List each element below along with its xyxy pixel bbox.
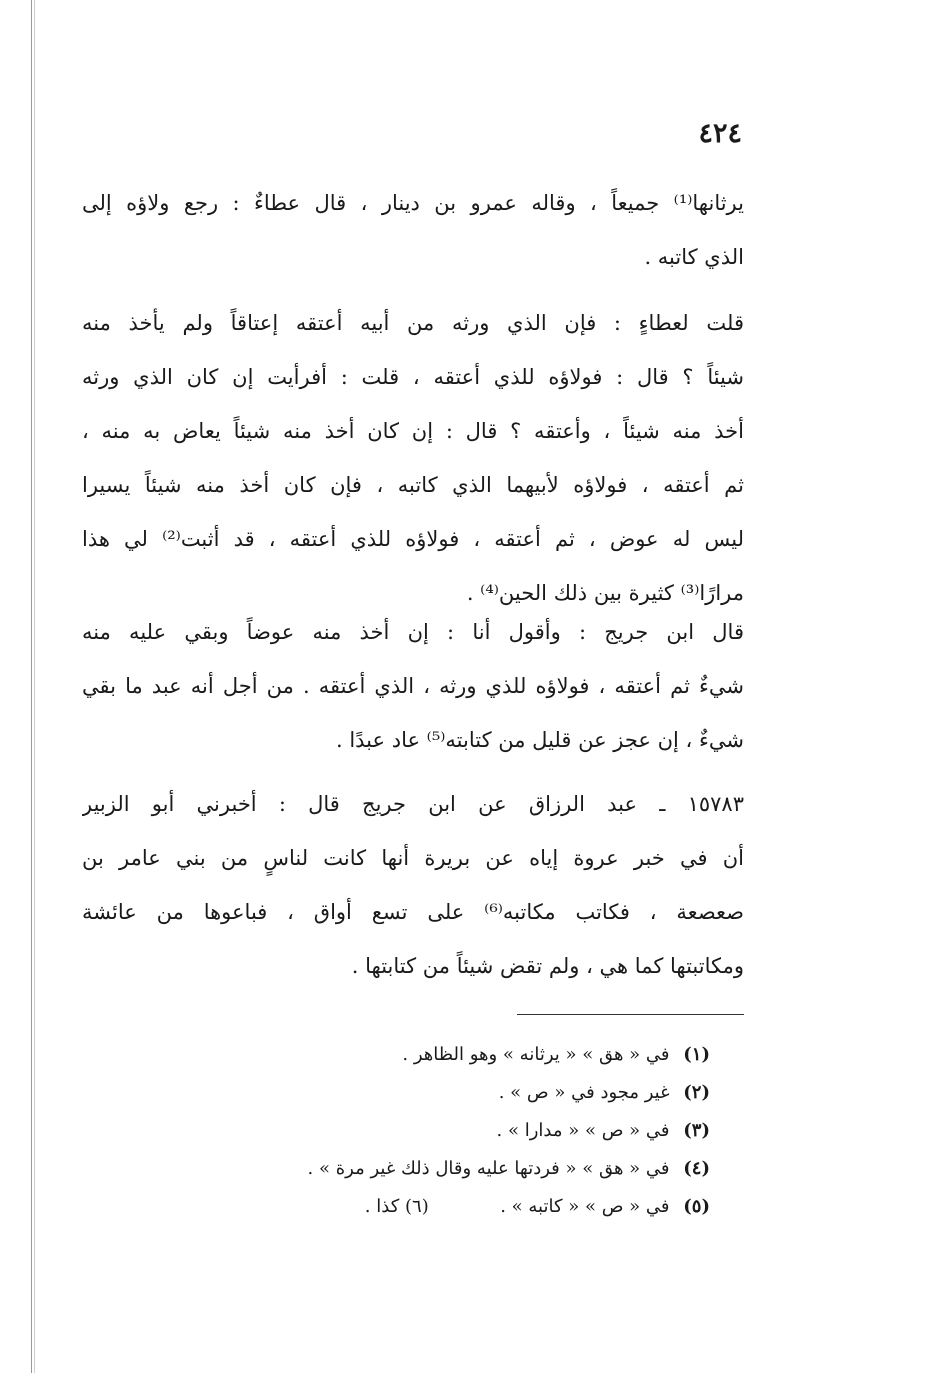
- text-line: ومكاتبتها كما هي ، ولم تقض شيئاً من كتابتها .: [351, 954, 744, 978]
- footnote-text: في « هق » « فردتها عليه وقال ذلك غير مرة » .: [307, 1158, 670, 1179]
- footnote-number: (٣): [683, 1120, 710, 1141]
- text-line: ليس له عوض ، ثم أعتقه ، فولاؤه للذي أعتقه ، قد أثبت⁽²⁾ لي هذا: [82, 527, 744, 551]
- scan-edge-line-faint: [34, 0, 35, 1373]
- text-line: أن في خبر عروة إياه عن بريرة أنها كانت لناسٍ من بني عامر بن: [82, 846, 744, 870]
- text-line: قلت لعطاءٍ : فإن الذي ورثه من أبيه أعتقه إعتاقاً ولم يأخذ منه: [82, 311, 744, 335]
- paragraph-1: [82, 176, 744, 284]
- text-line: قال ابن جريج : وأقول أنا : إن أخذ منه عوضاً وبقي عليه منه: [82, 620, 744, 644]
- text-line: الذي كاتبه .: [644, 245, 744, 269]
- footnote-6-text: (٦) كذا .: [364, 1196, 429, 1217]
- footnote-separator: [517, 1014, 744, 1015]
- footnote-1: [300, 1036, 710, 1074]
- text-line: شيئاً ؟ قال : فولاؤه للذي أعتقه ، قلت : أفرأيت إن كان الذي ورثه: [82, 365, 744, 389]
- footnotes: [300, 1036, 710, 1226]
- footnote-2: [300, 1074, 710, 1112]
- text-line: ثم أعتقه ، فولاؤه لأبيهما الذي كاتبه ، فإن كان أخذ منه شيئاً يسيرا: [82, 473, 744, 497]
- footnote-number: (١): [683, 1044, 710, 1065]
- footnote-number: (٢): [683, 1082, 710, 1103]
- text-line: ١٥٧٨٣ ـ عبد الرزاق عن ابن جريج قال : أخبرني أبو الزبير: [82, 792, 744, 816]
- footnote-4: [300, 1150, 710, 1188]
- text-line: مرارًا⁽³⁾ كثيرة بين ذلك الحين⁽⁴⁾ .: [466, 581, 744, 605]
- text-line: شيءٌ ثم أعتقه ، فولاؤه للذي ورثه ، الذي أعتقه . من أجل أنه عبد ما بقي: [82, 674, 744, 698]
- text-line: أخذ منه شيئاً ، وأعتقه ؟ قال : إن كان أخذ منه شيئاً يعاض به منه ،: [82, 419, 744, 443]
- text-line: يرثانها⁽¹⁾ جميعاً ، وقاله عمرو بن دينار ، قال عطاءٌ : رجع ولاؤه إلى: [82, 191, 744, 215]
- paragraph-4-hadith-15783: [82, 777, 744, 993]
- footnote-text: في « ص » « كاتبه » .: [500, 1196, 670, 1217]
- paragraph-2: [82, 296, 744, 620]
- page-number: ٤٢٤: [698, 118, 742, 149]
- scan-edge-line: [31, 0, 32, 1373]
- footnote-text: في « هق » « يرثانه » وهو الظاهر .: [402, 1044, 670, 1065]
- footnote-text: في « ص » « مدارا » .: [496, 1120, 670, 1141]
- footnote-5: [300, 1188, 710, 1226]
- footnote-3: [300, 1112, 710, 1150]
- footnote-number: (٤): [683, 1158, 710, 1179]
- footnote-number: (٥): [683, 1196, 710, 1217]
- text-line: شيءٌ ، إن عجز عن قليل من كتابته⁽⁵⁾ عاد عبدًا .: [335, 728, 744, 752]
- footnote-text: غير مجود في « ص » .: [498, 1082, 670, 1103]
- text-line: صعصعة ، فكاتب مكاتبه⁽⁶⁾ على تسع أواق ، فباعوها من عائشة: [82, 900, 744, 924]
- paragraph-3: [82, 605, 744, 767]
